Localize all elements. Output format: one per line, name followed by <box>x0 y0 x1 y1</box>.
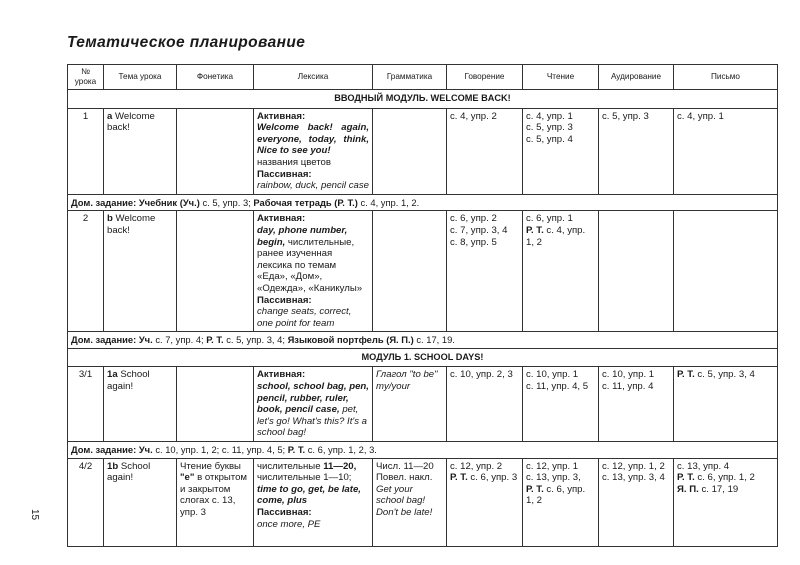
listening-cell: с. 5, упр. 3 <box>599 108 674 194</box>
grammar-cell <box>373 108 447 194</box>
lexis-cell: Активная: day, phone number, begin, числительные, ранее изученная лексика по темам «Еда», «Дом», «Одежда», «Каникулы» Пассивная: change seats, correct, one point for team <box>254 211 373 332</box>
lexis-cell: Активная: Welcome back! again, everyone, today, think, Nice to see you! названия цветов Пассивная: rainbow, duck, pencil case <box>254 108 373 194</box>
reading-cell: с. 4, упр. 1 с. 5, упр. 3 с. 5, упр. 4 <box>523 108 599 194</box>
listening-cell: с. 12, упр. 1, 2 с. 13, упр. 3, 4 <box>599 458 674 546</box>
module-title: МОДУЛЬ 1. SCHOOL DAYS! <box>68 348 778 367</box>
grammar-cell <box>373 211 447 332</box>
writing-cell: с. 4, упр. 1 <box>674 108 778 194</box>
page-number: 15 <box>29 509 40 521</box>
header-reading: Чтение <box>523 65 599 90</box>
writing-cell: Р. Т. с. 5, упр. 3, 4 <box>674 367 778 442</box>
lexis-cell: числительные 11—20, числительные 1—10; time to go, get, be late, come, plus Пассивная: once more, PE <box>254 458 373 546</box>
header-lexis: Лексика <box>254 65 373 90</box>
lesson-topic: b Welcome back! <box>104 211 177 332</box>
phonetics-cell <box>177 108 254 194</box>
header-listening: Аудирование <box>599 65 674 90</box>
lesson-number: 1 <box>68 108 104 194</box>
header-speaking: Говорение <box>447 65 523 90</box>
header-row <box>68 65 778 90</box>
grammar-cell: Числ. 11—20 Повел. накл. Get your school bag! Don't be late! <box>373 458 447 546</box>
module-title: ВВОДНЫЙ МОДУЛЬ. WELCOME BACK! <box>68 90 778 109</box>
header-grammar: Грамматика <box>373 65 447 90</box>
reading-cell: с. 6, упр. 1 Р. Т. с. 4, упр. 1, 2 <box>523 211 599 332</box>
phonetics-cell <box>177 367 254 442</box>
homework-row <box>68 332 778 349</box>
lesson-number: 3/1 <box>68 367 104 442</box>
homework-text: Дом. задание: Уч. с. 7, упр. 4; Р. Т. с. 5, упр. 3, 4; Языковой портфель (Я. П.) с. 17, 19. <box>68 332 778 349</box>
homework-row <box>68 442 778 459</box>
planning-table <box>67 64 778 547</box>
lesson-number: 2 <box>68 211 104 332</box>
homework-text: Дом. задание: Учебник (Уч.) с. 5, упр. 3; Рабочая тетрадь (Р. Т.) с. 4, упр. 1, 2. <box>68 194 778 211</box>
table-row <box>68 108 778 194</box>
header-phonetics: Фонетика <box>177 65 254 90</box>
speaking-cell: с. 10, упр. 2, 3 <box>447 367 523 442</box>
reading-cell: с. 12, упр. 1 с. 13, упр. 3, Р. Т. с. 6, упр. 1, 2 <box>523 458 599 546</box>
table-row <box>68 367 778 442</box>
listening-cell: с. 10, упр. 1 с. 11, упр. 4 <box>599 367 674 442</box>
listening-cell <box>599 211 674 332</box>
module-row <box>68 348 778 367</box>
header-topic: Тема урока <box>104 65 177 90</box>
lesson-number: 4/2 <box>68 458 104 546</box>
speaking-cell: с. 12, упр. 2 Р. Т. с. 6, упр. 3 <box>447 458 523 546</box>
phonetics-cell: Чтение буквы "e" в открытом и закрытом слогах с. 13, упр. 3 <box>177 458 254 546</box>
reading-cell: с. 10, упр. 1 с. 11, упр. 4, 5 <box>523 367 599 442</box>
module-row <box>68 90 778 109</box>
homework-text: Дом. задание: Уч. с. 10, упр. 1, 2; с. 11, упр. 4, 5; Р. Т. с. 6, упр. 1, 2, 3. <box>68 442 778 459</box>
homework-row <box>68 194 778 211</box>
table-row <box>68 211 778 332</box>
lexis-cell: Активная: school, school bag, pen, pencil, rubber, ruler, book, pencil case, pet, let's go! What's this? It's a school bag! <box>254 367 373 442</box>
speaking-cell: с. 6, упр. 2 с. 7, упр. 3, 4 с. 8, упр. 5 <box>447 211 523 332</box>
table-row <box>68 458 778 546</box>
lesson-topic: 1b School again! <box>104 458 177 546</box>
grammar-cell: Глагол "to be" my/your <box>373 367 447 442</box>
writing-cell: с. 13, упр. 4 Р. Т. с. 6, упр. 1, 2 Я. П. с. 17, 19 <box>674 458 778 546</box>
lesson-topic: 1a School again! <box>104 367 177 442</box>
page-title: Тематическое планирование <box>67 34 306 51</box>
lesson-topic: a Welcome back! <box>104 108 177 194</box>
writing-cell <box>674 211 778 332</box>
header-num: № урока <box>68 65 104 90</box>
phonetics-cell <box>177 211 254 332</box>
speaking-cell: с. 4, упр. 2 <box>447 108 523 194</box>
header-writing: Письмо <box>674 65 778 90</box>
